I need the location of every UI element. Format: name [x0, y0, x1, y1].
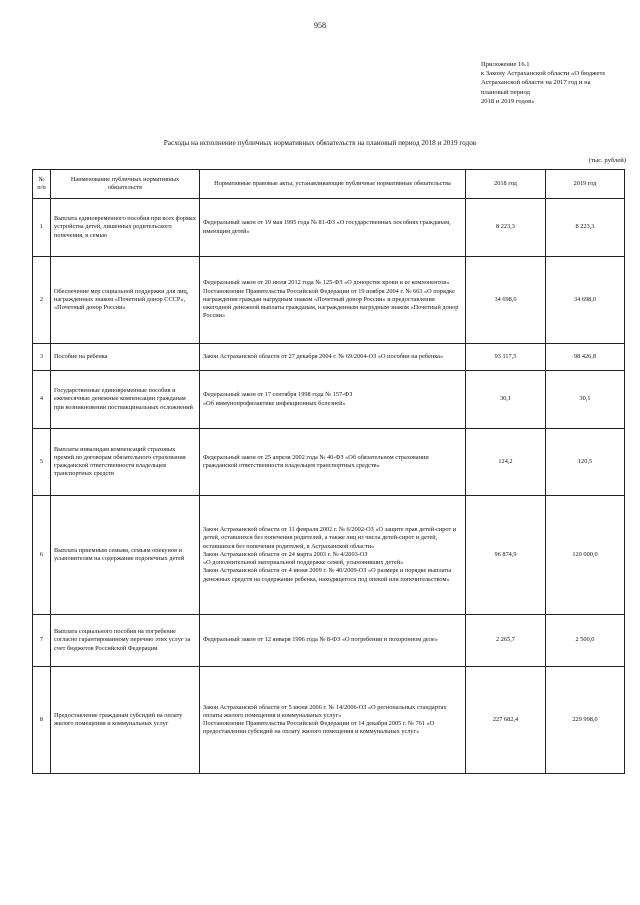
- table-row: [33, 371, 625, 429]
- row-2018: 8 223,3: [466, 199, 546, 257]
- table-row: [33, 344, 625, 371]
- table-row: [33, 199, 625, 257]
- table-row: [33, 429, 625, 496]
- act-text: Федеральный закон от 20 июля 2012 года № 125-ФЗ «О донорстве крови и ее компонентов»: [203, 279, 450, 287]
- row-name: Пособие на ребенка: [51, 344, 200, 371]
- row-2019: 229 998,0: [546, 667, 625, 774]
- row-acts: [200, 199, 466, 257]
- row-acts: [200, 667, 466, 774]
- act-text: Постановление Правительства Российской Федерации от 14 декабря 2005 г. № 761 «О предоставлении субсидий на оплату жилого помещения и коммунальных услуг»: [203, 720, 435, 736]
- header-acts: Нормативные правовые акты, устанавливающие публичные нормативные обязательства: [200, 170, 466, 199]
- row-acts: [200, 615, 466, 667]
- row-2019: 34 698,0: [546, 257, 625, 344]
- row-num: 1: [33, 199, 51, 257]
- header-2018: 2018 год: [466, 170, 546, 199]
- act-text: Федеральный закон от 17 сентября 1998 года № 157-ФЗ: [203, 391, 353, 399]
- act-text: Федеральный закон от 12 января 1996 года № 8-ФЗ «О погребении и похоронном деле»: [203, 636, 438, 644]
- row-num: 7: [33, 615, 51, 667]
- appendix-line: Приложение 16.1: [481, 61, 530, 68]
- row-2019: 30,1: [546, 371, 625, 429]
- row-num: 2: [33, 257, 51, 344]
- table-row: [33, 615, 625, 667]
- row-num: 8: [33, 667, 51, 774]
- act-text: Закон Астраханской области от 5 июня 2006 г. № 14/2006-ОЗ «О региональных стандартах оплаты жилого помещения и коммунальных услуг»: [203, 703, 447, 719]
- row-name: Обеспечение мер социальной поддержки для лиц, награжденных знаком «Почетный донор СССР», «Почетный донор России»: [51, 257, 200, 344]
- expenses-table: [32, 169, 625, 774]
- table-header-row: [33, 170, 625, 199]
- row-2018: 227 682,4: [466, 667, 546, 774]
- row-name: Выплата приемным семьям, семьям опекунов и усыновителям на содержание подопечных детей: [51, 496, 200, 615]
- row-acts: [200, 429, 466, 496]
- header-num: № п/п: [33, 170, 51, 199]
- act-text: Закон Астраханской области от 27 декабря 2004 г. № 69/2004-ОЗ «О пособии на ребенка»: [203, 352, 444, 360]
- row-2019: 98 426,8: [546, 344, 625, 371]
- appendix-line: Астраханской области на 2017 год и на: [481, 79, 591, 87]
- row-acts: [200, 344, 466, 371]
- table-row: [33, 667, 625, 774]
- row-2019: 8 223,3: [546, 199, 625, 257]
- act-text: «О дополнительной материальной поддержке семей, усыновивших детей»: [203, 559, 404, 567]
- row-name: Государственные единовременные пособия и ежемесячные денежные компенсации гражданам при возникновении поствакцинальных осложнений: [51, 371, 200, 429]
- row-2019: 120 000,0: [546, 496, 625, 615]
- appendix-line: к Закону Астраханской области «О бюджете: [481, 70, 606, 78]
- page-number: 958: [314, 21, 326, 30]
- row-acts: [200, 371, 466, 429]
- row-2018: 30,1: [466, 371, 546, 429]
- row-num: 4: [33, 371, 51, 429]
- appendix-line: плановый период: [481, 88, 531, 96]
- row-num: 3: [33, 344, 51, 371]
- act-text: Закон Астраханской области от 11 февраля 2002 г. № 6/2002-ОЗ «О защите прав детей-сирот и детей, оставшихся без попечения родителей, а также лиц из числа детей-сирот и детей, оставшихся без попечения родителей, в Астраханской области»: [203, 526, 457, 550]
- row-2019: 120,5: [546, 429, 625, 496]
- row-2018: 34 698,0: [466, 257, 546, 344]
- row-2018: 93 117,5: [466, 344, 546, 371]
- row-num: 5: [33, 429, 51, 496]
- appendix-line: 2018 и 2019 годов»: [481, 97, 535, 105]
- table-row: [33, 257, 625, 344]
- row-2018: 2 265,7: [466, 615, 546, 667]
- row-2018: 96 874,9: [466, 496, 546, 615]
- act-text: Закон Астраханской области от 4 июня 2009 г. № 40/2009-ОЗ «О размере и порядке выплаты денежных средств на содержание ребенка, находящегося под опекой или попечительством»: [203, 567, 452, 583]
- row-2018: 124,2: [466, 429, 546, 496]
- table-row: [33, 496, 625, 615]
- row-acts: [200, 496, 466, 615]
- act-text: «Об иммунопрофилактике инфекционных болезней»: [203, 399, 346, 407]
- act-text: Закон Астраханской области от 24 марта 2003 г. № 4/2003-ОЗ: [203, 550, 368, 558]
- header-name: Наименование публичных нормативных обязательств: [51, 170, 200, 199]
- row-name: Выплата социального пособия на погребение согласно гарантированному перечню этих услуг за счет бюджетов Российской Федерации: [51, 615, 200, 667]
- row-name: Выплата единовременного пособия при всех формах устройства детей, лишенных родительского попечения, в семью: [51, 199, 200, 257]
- row-name: Выплаты инвалидам компенсаций страховых премий по договорам обязательного страхования гражданской ответственности владельцев транспортных средств: [51, 429, 200, 496]
- units-label: (тыс. рублей): [588, 157, 626, 164]
- act-text: Федеральный закон от 25 апреля 2002 года № 40-ФЗ «Об обязательном страховании гражданской ответственности владельцев транспортных средств»: [203, 453, 429, 469]
- row-num: 6: [33, 496, 51, 615]
- appendix-note: [481, 60, 631, 106]
- act-text: Постановление Правительства Российской Федерации от 19 ноября 2004 г. № 663 «О порядке награждения граждан нагрудным знаком «Почетный донор России» и предоставления ежегодной денежной выплаты гражданам, награжденным нагрудным знаком «Почетный донор России»: [203, 287, 459, 320]
- row-acts: [200, 257, 466, 344]
- document-title: Расходы на исполнение публичных нормативных обязательств на плановый период 2018 и 2019 годов: [163, 139, 477, 147]
- row-2019: 2 500,0: [546, 615, 625, 667]
- act-text: Федеральный закон от 19 мая 1995 года № 81-ФЗ «О государственных пособиях гражданам, имеющим детей»: [203, 219, 451, 235]
- header-2019: 2019 год: [546, 170, 625, 199]
- row-name: Предоставление гражданам субсидий на оплату жилого помещения и коммунальных услуг: [51, 667, 200, 774]
